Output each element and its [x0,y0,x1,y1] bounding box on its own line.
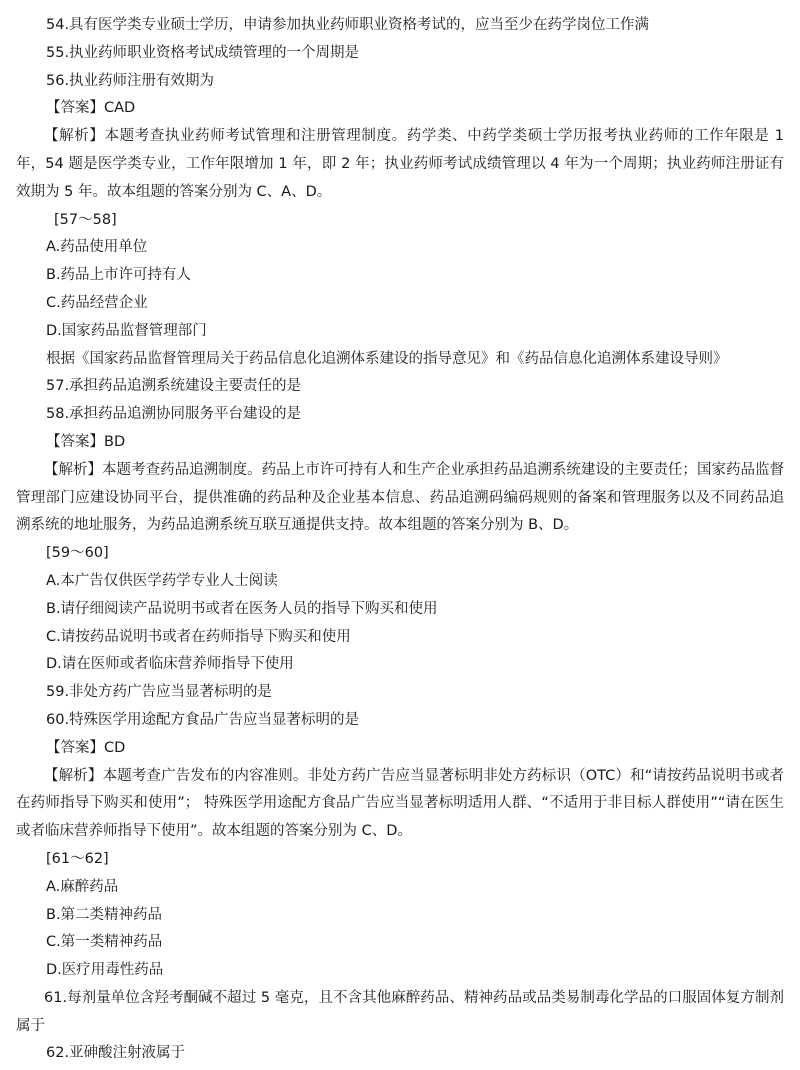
option-d: D.医疗用毒性药品 [46,962,164,979]
option-a: A.本广告仅供医学药学专业人士阅读 [46,572,278,589]
analysis-54-56: 【解析】本题考查执业药师考试管理和注册管理制度。药学类、中药学类硕士学历报考执业药师的工作年限是 1 年，54 题是医学类专业，工作年限增加 1 年，即 2 年；执业药师考试成绩管理以 4 年为一个周期；执业药师注册证有效期为 5 年。故本组题的答案分别为 C、A、D。 [16,128,784,200]
option-d: D.国家药品监督管理部门 [46,322,207,339]
question-stem-57-58: 根据《国家药品监督管理局关于药品信息化追溯体系建设的指导意见》和《药品信息化追溯体系建设导则》 [46,350,728,367]
option-d: D.请在医师或者临床营养师指导下使用 [46,656,294,673]
analysis-59-60: 【解析】本题考查广告发布的内容准则。非处方药广告应当显著标明非处方药标识（OTC）和“请按药品说明书或者在药师指导下购买和使用”； 特殊医学用途配方食品广告应当显著标明适用人群、“不适用于非目标人群使用”“请在医生或者临床营养师指导下使用”。故本组题的答案分别为 C、D。 [16,767,784,840]
option-c: C.请按药品说明书或者在药师指导下购买和使用 [46,628,351,645]
question-57: 57.承担药品追溯系统建设主要责任的是 [46,378,302,395]
range-57-58: [57～58] [54,211,117,228]
question-54: 54.具有医学类专业硕士学历，申请参加执业药师职业资格考试的，应当至少在药学岗位工作满 [46,17,650,33]
question-58: 58.承担药品追溯协同服务平台建设的是 [46,406,302,423]
range-61-62: [61～62] [46,850,109,867]
question-60: 60.特殊医学用途配方食品广告应当显著标明的是 [46,711,360,728]
option-a: A.麻醉药品 [46,878,119,895]
question-55: 55.执业药师职业资格考试成绩管理的一个周期是 [46,44,360,61]
question-62: 62.亚砷酸注射液属于 [46,1045,186,1062]
question-56: 56.执业药师注册有效期为 [46,72,215,89]
option-b: B.请仔细阅读产品说明书或者在医务人员的指导下购买和使用 [46,600,438,617]
option-b: B.药品上市许可持有人 [46,267,192,284]
answer-54-56: 【答案】CAD [46,100,136,117]
range-59-60: [59～60] [46,545,109,562]
analysis-57-58: 【解析】本题考查药品追溯制度。药品上市许可持有人和生产企业承担药品追溯系统建设的主要责任；国家药品监督管理部门应建设协同平台，提供准确的药品种及企业基本信息、药品追溯码编码规则的备案和管理服务以及不同药品追溯系统的地址服务，为药品追溯系统互联互通提供支持。故本组题的答案分别为 B、D。 [16,461,784,534]
question-61: 61.每剂量单位含羟考酮碱不超过 5 毫克，且不含其他麻醉药品、精神药品或品类易制毒化学品的口服固体复方制剂属于 [16,989,784,1034]
option-c: C.第一类精神药品 [46,934,163,951]
question-59: 59.非处方药广告应当显著标明的是 [46,684,273,701]
answer-57-58: 【答案】BD [46,433,126,450]
option-a: A.药品使用单位 [46,239,148,256]
option-b: B.第二类精神药品 [46,906,163,923]
answer-59-60: 【答案】CD [46,739,126,756]
option-c: C.药品经营企业 [46,294,148,311]
